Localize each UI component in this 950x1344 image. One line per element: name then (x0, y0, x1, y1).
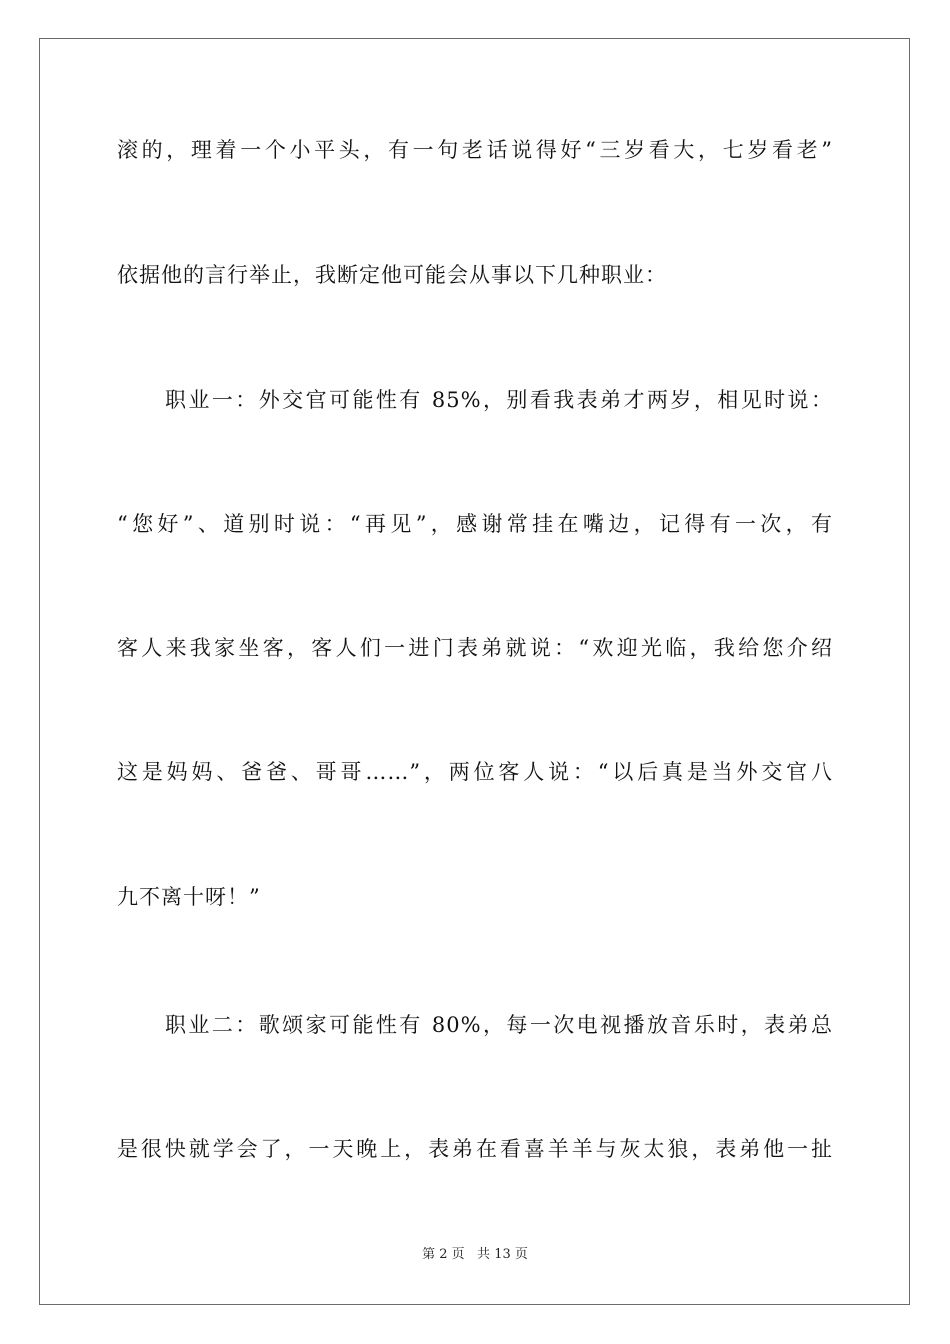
page-footer: 第 2 页 共 13 页 (422, 1247, 528, 1262)
text-line-7: 九不离十呀！” (117, 885, 261, 909)
text-line-3: 职业一：外交官可能性有 85%，别看我表弟才两岁，相见时说： (165, 388, 833, 412)
text-line-2: 依据他的言行举止，我断定他可能会从事以下几种职业： (117, 263, 667, 287)
page-border (39, 38, 910, 1305)
text-line-1: 滚的，理着一个小平头，有一句老话说得好“三岁看大，七岁看老” (117, 138, 833, 162)
text-line-9: 是很快就学会了，一天晚上，表弟在看喜羊羊与灰太狼，表弟他一扯 (117, 1137, 833, 1161)
text-line-4: “您好”、道别时说：“再见”，感谢常挂在嘴边，记得有一次，有 (117, 512, 833, 536)
text-line-6: 这是妈妈、爸爸、哥哥……”，两位客人说：“以后真是当外交官八 (117, 760, 833, 784)
text-line-8: 职业二：歌颂家可能性有 80%，每一次电视播放音乐时，表弟总 (165, 1013, 833, 1037)
text-line-5: 客人来我家坐客，客人们一进门表弟就说：“欢迎光临，我给您介绍 (117, 636, 833, 660)
